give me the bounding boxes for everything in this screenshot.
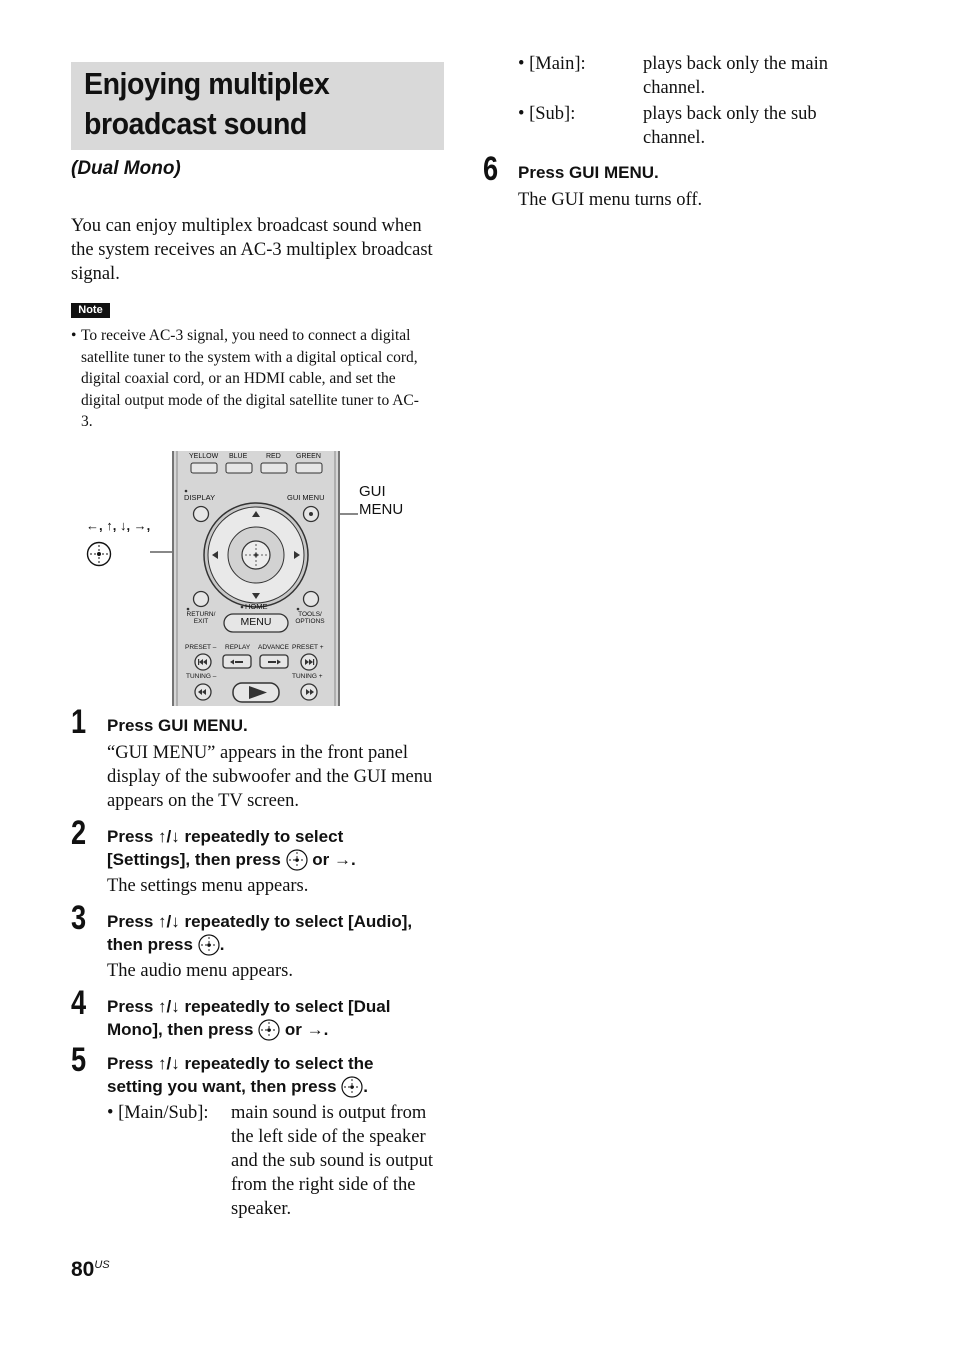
page-title-line-2: broadcast sound bbox=[84, 106, 307, 141]
step-heading: Press GUI MENU. bbox=[518, 163, 659, 182]
option-sub bbox=[518, 102, 868, 150]
step-description bbox=[107, 741, 452, 813]
intro-line: the system receives an AC-3 multiplex broadcast bbox=[71, 240, 433, 260]
preset-minus-label: PRESET – bbox=[185, 644, 217, 651]
step-heading-line: Press ↑/↓ repeatedly to select bbox=[107, 827, 344, 846]
remote-body bbox=[172, 451, 340, 706]
option-term: • [Sub]: bbox=[518, 104, 576, 124]
options-label: OPTIONS bbox=[295, 618, 325, 625]
step-heading-text: . bbox=[219, 935, 225, 954]
option-description-line: plays back only the main bbox=[643, 54, 828, 74]
step-heading-text: Mono], then press bbox=[107, 1020, 254, 1039]
page-title-line-1: Enjoying multiplex bbox=[84, 66, 330, 101]
yellow-button-label: YELLOW bbox=[189, 453, 219, 460]
enter-button-icon bbox=[86, 541, 112, 567]
option-description bbox=[643, 52, 828, 100]
option-main-sub bbox=[107, 1101, 452, 1221]
note-body bbox=[71, 325, 447, 433]
return-label: RETURN/ bbox=[186, 611, 216, 618]
step-description-line: “GUI MENU” appears in the front panel bbox=[107, 743, 409, 763]
display-button-label: DISPLAY bbox=[184, 493, 216, 502]
tuning-plus-label: TUNING + bbox=[292, 673, 323, 680]
tuning-minus-text: TUNING bbox=[186, 673, 211, 680]
page-number bbox=[71, 1258, 110, 1282]
step-heading-line bbox=[107, 1075, 452, 1098]
tools-label: TOOLS/ bbox=[298, 611, 322, 618]
enter-button-icon bbox=[258, 1019, 280, 1041]
option-description-line: main sound is output from bbox=[231, 1103, 427, 1123]
step-heading: Press GUI MENU. bbox=[107, 716, 248, 735]
page-number-value: 80 bbox=[71, 1258, 95, 1281]
option-description bbox=[643, 102, 817, 150]
menu-button-label: MENU bbox=[240, 616, 272, 628]
step-heading-text: then press bbox=[107, 935, 193, 954]
option-description-line: the left side of the speaker bbox=[231, 1127, 426, 1147]
step-heading-text: or →. bbox=[284, 1020, 329, 1039]
step-heading bbox=[107, 910, 452, 956]
step-heading-line bbox=[107, 933, 452, 956]
note-bullet: • bbox=[71, 327, 77, 344]
enter-button-icon bbox=[286, 849, 308, 871]
option-term: • [Main/Sub]: bbox=[107, 1103, 209, 1123]
note-line: digital coaxial cord, or an HDMI cable, and set the bbox=[81, 370, 396, 387]
step-heading-text: [Settings], then press bbox=[107, 850, 281, 869]
step-number: 6 bbox=[483, 150, 499, 188]
step-heading bbox=[107, 1052, 452, 1098]
advance-label: ADVANCE bbox=[258, 644, 289, 651]
step-description-line: display of the subwoofer and the GUI menu bbox=[107, 767, 433, 787]
option-description-line: plays back only the sub bbox=[643, 104, 817, 124]
intro-line: You can enjoy multiplex broadcast sound when bbox=[71, 216, 422, 236]
intro-paragraph bbox=[71, 214, 451, 286]
note-tag: Note bbox=[71, 303, 110, 318]
home-button-label: HOME bbox=[245, 602, 268, 611]
step-description: The settings menu appears. bbox=[107, 876, 309, 896]
gui-callout-line-2: MENU bbox=[359, 501, 404, 518]
step-heading-text: or →. bbox=[312, 850, 356, 869]
step-heading-text: setting you want, then press bbox=[107, 1077, 337, 1096]
preset-plus-text: PRESET bbox=[292, 644, 318, 651]
option-description-line: speaker. bbox=[231, 1199, 292, 1219]
step-heading bbox=[107, 995, 452, 1041]
step-heading-line: Press ↑/↓ repeatedly to select the bbox=[107, 1054, 374, 1073]
step-heading-text: . bbox=[363, 1077, 369, 1096]
option-description-line: and the sub sound is output bbox=[231, 1151, 433, 1171]
enter-button-icon bbox=[198, 934, 220, 956]
blue-button-label: BLUE bbox=[229, 453, 248, 460]
return-exit-label bbox=[185, 611, 217, 625]
green-button-label: GREEN bbox=[296, 453, 321, 460]
step-description-line: appears on the TV screen. bbox=[107, 791, 299, 811]
page-region-suffix: US bbox=[94, 1259, 110, 1271]
option-term: • [Main]: bbox=[518, 54, 586, 74]
gui-menu-button-label: GUI MENU bbox=[287, 493, 325, 502]
step-number: 4 bbox=[71, 984, 87, 1022]
exit-label: EXIT bbox=[193, 618, 209, 625]
page-subtitle: (Dual Mono) bbox=[71, 158, 181, 179]
tuning-plus-text: TUNING bbox=[292, 673, 317, 680]
preset-plus-label: PRESET + bbox=[292, 644, 324, 651]
enter-button-icon bbox=[341, 1076, 363, 1098]
step-number: 1 bbox=[71, 703, 87, 741]
gui-menu-callout bbox=[359, 483, 403, 519]
step-number: 5 bbox=[71, 1041, 87, 1079]
option-description-line: from the right side of the bbox=[231, 1175, 416, 1195]
step-heading bbox=[107, 825, 452, 871]
option-description bbox=[231, 1101, 433, 1221]
option-description-line: channel. bbox=[643, 128, 706, 148]
note-line: satellite tuner to the system with a digital optical cord, bbox=[81, 348, 418, 366]
red-button-label: RED bbox=[266, 453, 281, 460]
preset-minus-text: PRESET bbox=[185, 644, 211, 651]
step-description: The GUI menu turns off. bbox=[518, 190, 703, 210]
tools-options-label bbox=[293, 611, 327, 625]
note-line: digital output mode of the digital satellite tuner to AC- bbox=[81, 391, 419, 409]
note-line: 3. bbox=[81, 413, 93, 430]
note-line: To receive AC-3 signal, you need to connect a digital bbox=[81, 327, 411, 344]
option-description-line: channel. bbox=[643, 78, 706, 98]
step-description: The audio menu appears. bbox=[107, 961, 293, 981]
step-heading-line: Press ↑/↓ repeatedly to select [Audio], bbox=[107, 912, 413, 931]
tuning-minus-label: TUNING – bbox=[186, 673, 217, 680]
step-number: 2 bbox=[71, 814, 87, 852]
step-number: 3 bbox=[71, 899, 87, 937]
step-heading-line: Press ↑/↓ repeatedly to select [Dual bbox=[107, 997, 391, 1016]
remote-control-diagram bbox=[172, 451, 340, 706]
step-heading-line bbox=[107, 848, 452, 871]
gui-callout-line-1: GUI bbox=[359, 483, 386, 500]
replay-label: REPLAY bbox=[225, 644, 251, 651]
arrow-keys-label: ←, ↑, ↓, →, bbox=[86, 518, 151, 533]
step-heading-line bbox=[107, 1018, 452, 1041]
intro-line: signal. bbox=[71, 264, 120, 284]
option-main bbox=[518, 52, 868, 100]
